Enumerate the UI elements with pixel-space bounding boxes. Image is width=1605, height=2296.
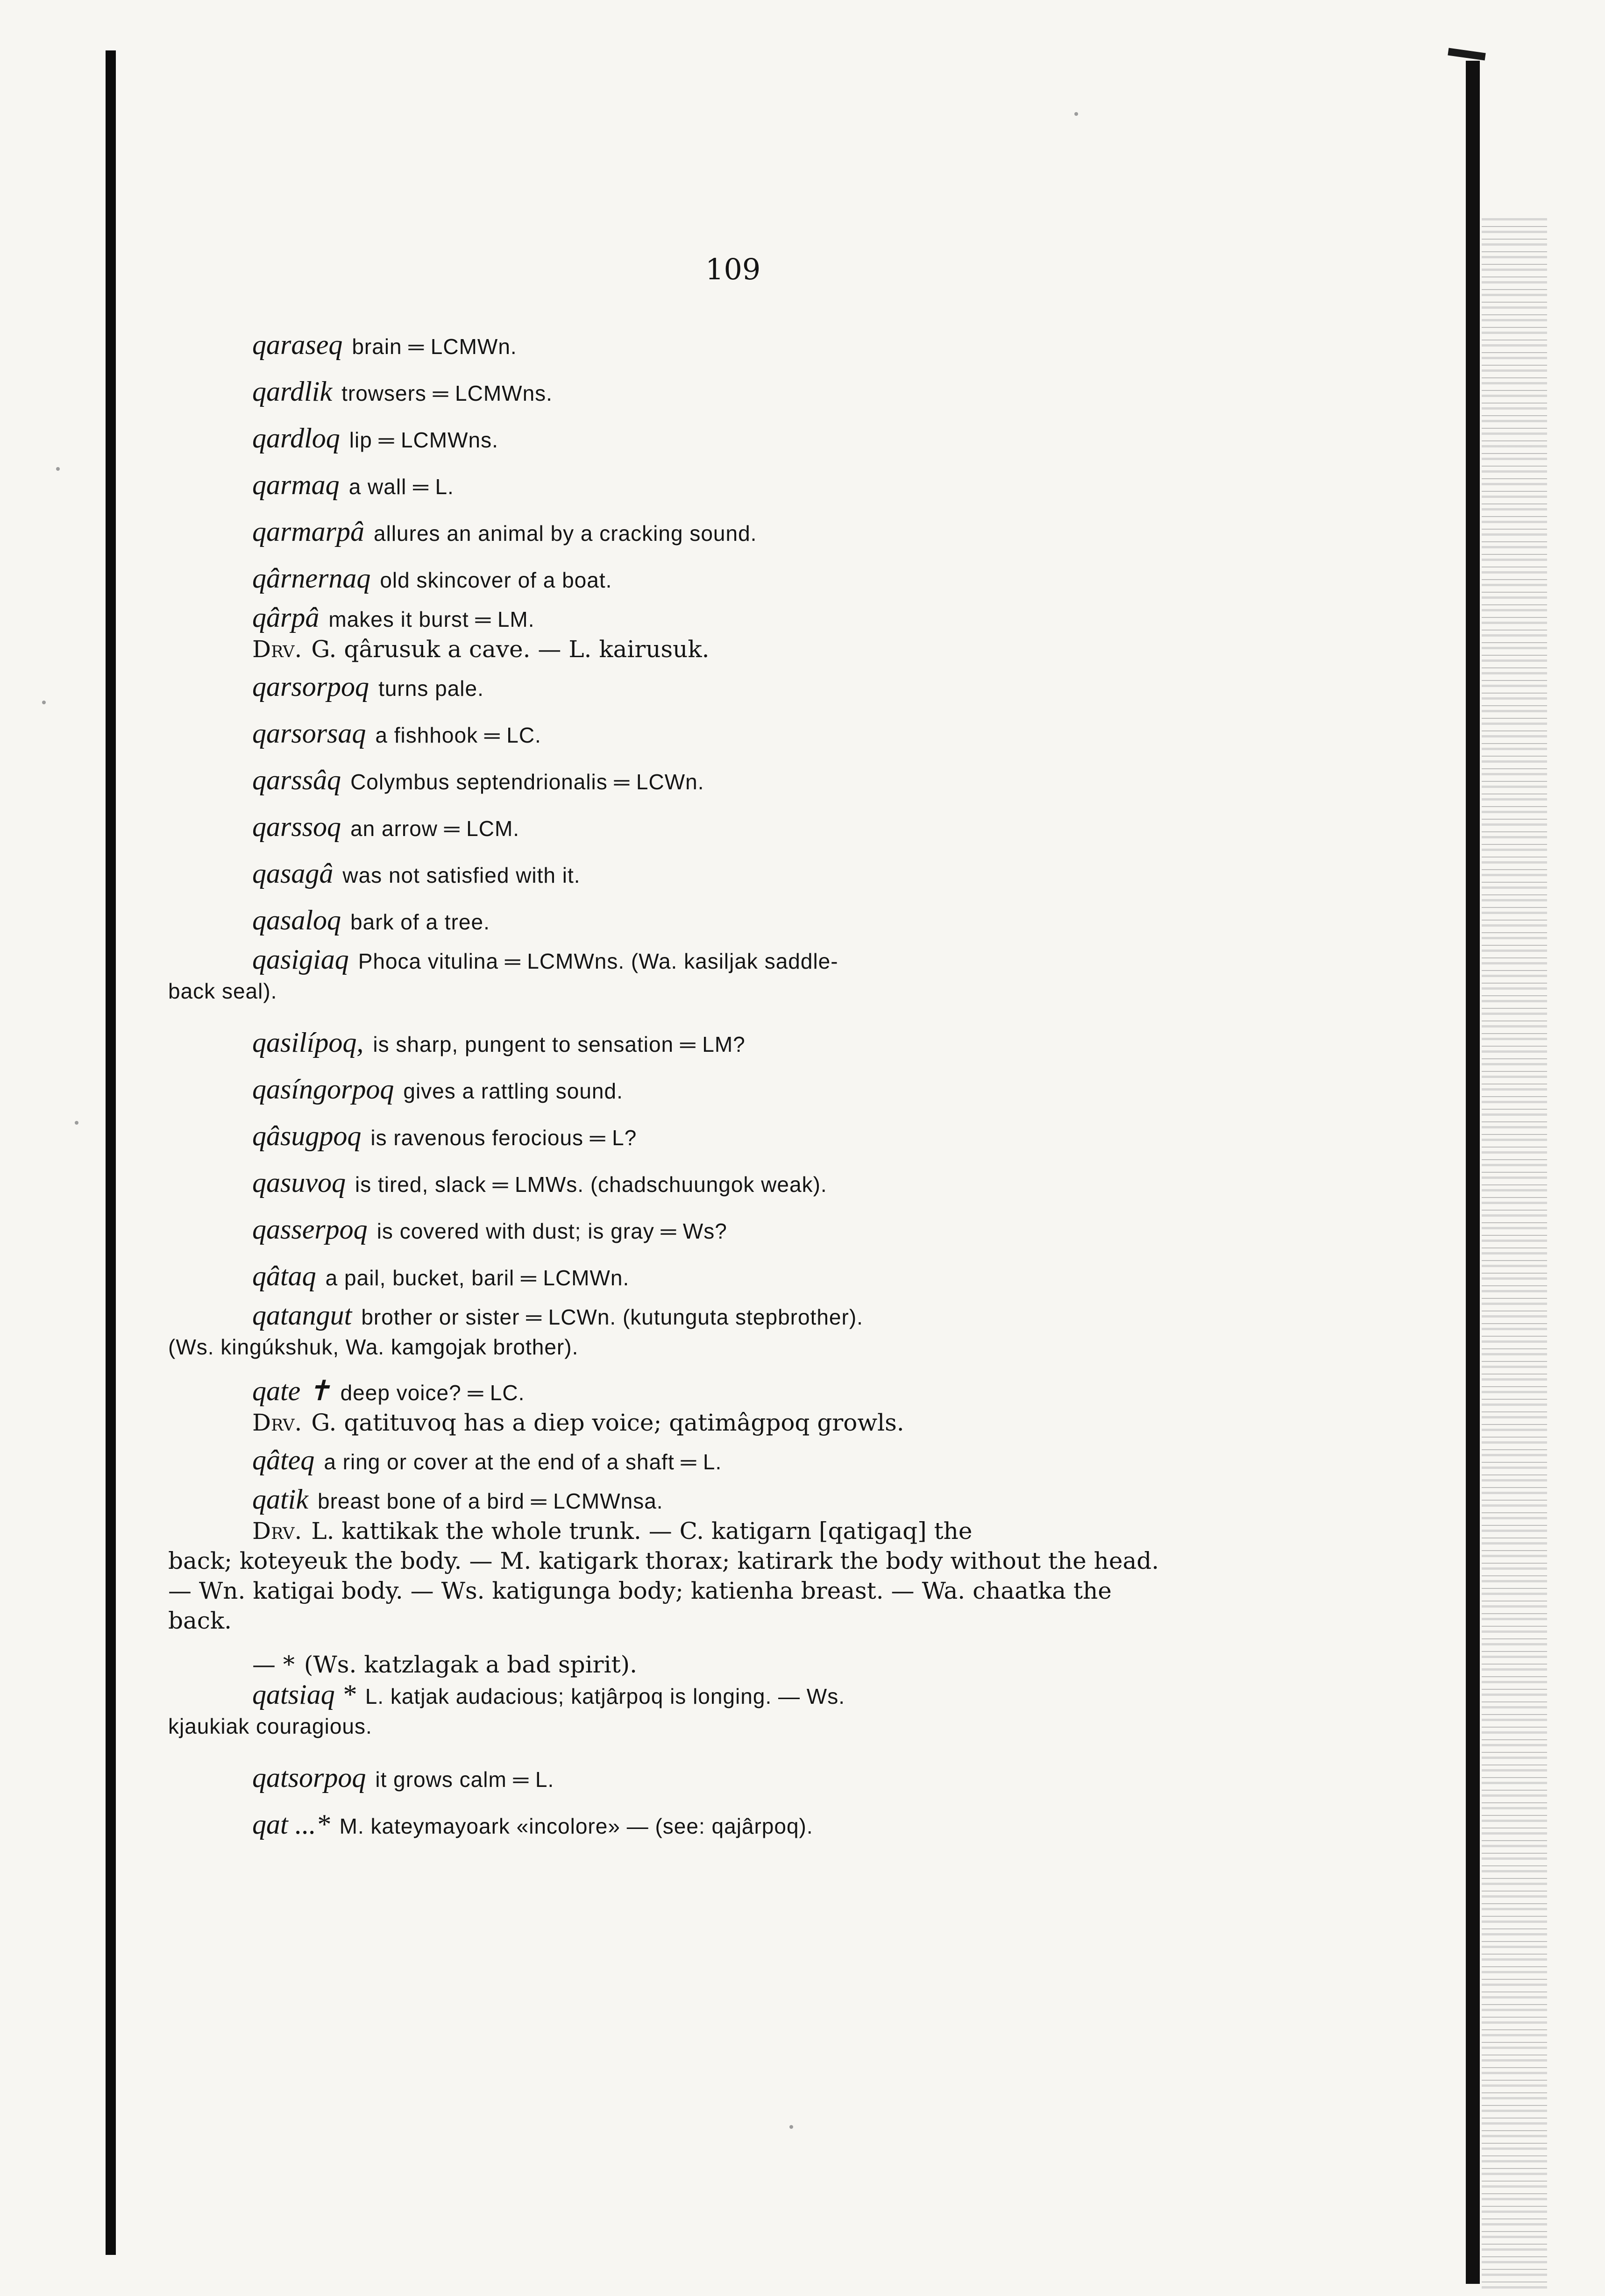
headword: qatsiaq * (252, 1679, 356, 1710)
derivation-line (252, 634, 1168, 664)
derivation-line (252, 1408, 1168, 1438)
scan-right-edge (1466, 61, 1480, 2284)
headword: qasuvoq (252, 1167, 346, 1198)
derivation-text: L. kattikak the whole trunk. — C. katigarn [qatigaq] the (311, 1517, 973, 1545)
scan-speck (1074, 112, 1078, 116)
definition: it grows calm ═ L. (375, 1767, 554, 1792)
dictionary-entry (252, 1020, 1168, 1067)
dictionary-entry (252, 322, 1168, 369)
dictionary-entry (252, 416, 1168, 462)
headword: qaraseq (252, 329, 343, 360)
entry-continuation: (Ws. kingúkshuk, Wa. kamgojak brother). (168, 1335, 579, 1359)
headword: qatsorpoq (252, 1762, 366, 1793)
headword: qârnernaq (252, 563, 371, 594)
headword: qasíngorpoq (252, 1074, 394, 1105)
definition: L. katjak audacious; katjârpoq is longing. — Ws. (365, 1684, 845, 1708)
definition: was not satisfied with it. (342, 863, 581, 887)
dictionary-entries (168, 322, 1168, 1849)
dictionary-entry (252, 509, 1168, 556)
headword: qatangut (252, 1300, 352, 1331)
dictionary-entry (252, 1113, 1168, 1160)
derivation-text: G. qârusuk a cave. — L. kairusuk. (311, 636, 710, 663)
dictionary-entry (252, 711, 1168, 758)
headword: qarmaq (252, 469, 340, 500)
derivation-line (252, 1650, 1168, 1679)
dictionary-entry (252, 1160, 1168, 1207)
definition: a ring or cover at the end of a shaft ═ L. (324, 1450, 722, 1474)
definition: lip ═ LCMWns. (349, 428, 498, 452)
definition: makes it burst ═ LM. (328, 607, 535, 631)
definition: is tired, slack ═ LMWs. (chadschuungok weak). (355, 1172, 827, 1197)
headword: qasilípoq, (252, 1027, 364, 1058)
headword: qardloq (252, 423, 340, 454)
dictionary-entry (252, 602, 1168, 634)
definition: trowsers ═ LCMWns. (341, 381, 553, 405)
definition: Colymbus septendrionalis ═ LCWn. (350, 770, 704, 794)
definition: turns pale. (378, 676, 484, 701)
headword: qasaloq (252, 905, 341, 935)
headword: qasserpoq (252, 1214, 368, 1245)
headword: qâsugpoq (252, 1120, 362, 1151)
definition: an arrow ═ LCM. (350, 816, 520, 841)
derivation-text: G. qatituvoq has a diep voice; qatimâgpoq growls. (311, 1409, 904, 1436)
derivation-label: Drv. (252, 1517, 302, 1545)
dictionary-entry (252, 804, 1168, 851)
dictionary-entry (252, 369, 1168, 416)
scan-speck (789, 2125, 793, 2129)
headword: qate ✝ (252, 1375, 331, 1406)
dictionary-entry (252, 1067, 1168, 1113)
scan-speck (42, 701, 46, 704)
dictionary-entry (252, 851, 1168, 898)
dictionary-entry (252, 664, 1168, 711)
dictionary-entry (252, 1802, 1168, 1849)
dictionary-entry (252, 462, 1168, 509)
entry-continuation: back; koteyeuk the body. — M. katigark thorax; katirark the body without the head. — Wn. katigai body. — Ws. katigunga body; katienha breast. — Wa. chaatka the back. (168, 1547, 1159, 1634)
definition: bark of a tree. (350, 910, 490, 934)
headword: qat ...* (252, 1809, 330, 1840)
derivation-label: — * (252, 1651, 295, 1678)
headword: qarmarpâ (252, 516, 365, 547)
scan-speck (75, 1121, 78, 1125)
definition: is covered with dust; is gray ═ Ws? (376, 1219, 727, 1243)
definition: brother or sister ═ LCWn. (kutunguta stepbrother). (361, 1305, 863, 1329)
entry-continuation: back seal). (168, 979, 277, 1003)
scan-edge-noise (1482, 215, 1547, 2289)
derivation-label: Drv. (252, 1409, 302, 1436)
entry-continuation: kjaukiak couragious. (168, 1714, 372, 1738)
dictionary-entry (252, 898, 1168, 944)
definition: M. kateymayoark «incolore» — (see: qajârpoq). (339, 1814, 813, 1838)
dictionary-entry (252, 556, 1168, 602)
headword: qasagâ (252, 858, 334, 889)
dictionary-entry (252, 1376, 1168, 1408)
definition: is sharp, pungent to sensation ═ LM? (373, 1032, 746, 1056)
book-spine-shadow (106, 50, 116, 2255)
headword: qârpâ (252, 602, 320, 633)
dictionary-entry (252, 944, 1168, 976)
definition: Phoca vitulina ═ LCMWns. (Wa. kasiljak saddle- (358, 949, 838, 973)
dictionary-entry (252, 1300, 1168, 1332)
definition: allures an animal by a cracking sound. (374, 521, 757, 546)
dictionary-entry (252, 1438, 1168, 1484)
dictionary-entry (252, 1484, 1168, 1516)
definition: breast bone of a bird ═ LCMWnsa. (317, 1489, 663, 1513)
definition: a pail, bucket, baril ═ LCMWn. (325, 1266, 630, 1290)
derivation-text: (Ws. katzlagak a bad spirit). (304, 1651, 638, 1678)
scan-edge-mark (1448, 48, 1485, 61)
scan-speck (56, 467, 60, 471)
definition: deep voice? ═ LC. (340, 1381, 525, 1405)
headword: qarssoq (252, 811, 341, 842)
headword: qardlik (252, 376, 333, 407)
headword: qasigiaq (252, 944, 349, 975)
definition: gives a rattling sound. (403, 1079, 623, 1103)
definition: brain ═ LCMWn. (352, 334, 517, 359)
headword: qarsorsaq (252, 718, 366, 749)
headword: qâteq (252, 1445, 315, 1475)
definition: old skincover of a boat. (380, 568, 612, 592)
dictionary-entry (252, 1207, 1168, 1254)
derivation-line (252, 1516, 1168, 1546)
dictionary-entry (252, 1254, 1168, 1300)
page-number: 109 (705, 252, 761, 286)
headword: qarsorpoq (252, 671, 369, 702)
headword: qatik (252, 1484, 308, 1515)
derivation-label: Drv. (252, 636, 302, 663)
definition: a wall ═ L. (348, 475, 454, 499)
dictionary-entry (252, 1679, 1168, 1711)
definition: a fishhook ═ LC. (375, 723, 541, 747)
definition: is ravenous ferocious ═ L? (370, 1126, 637, 1150)
dictionary-entry (252, 1755, 1168, 1802)
headword: qarssâq (252, 765, 341, 795)
dictionary-entry (252, 758, 1168, 804)
headword: qâtaq (252, 1261, 316, 1291)
